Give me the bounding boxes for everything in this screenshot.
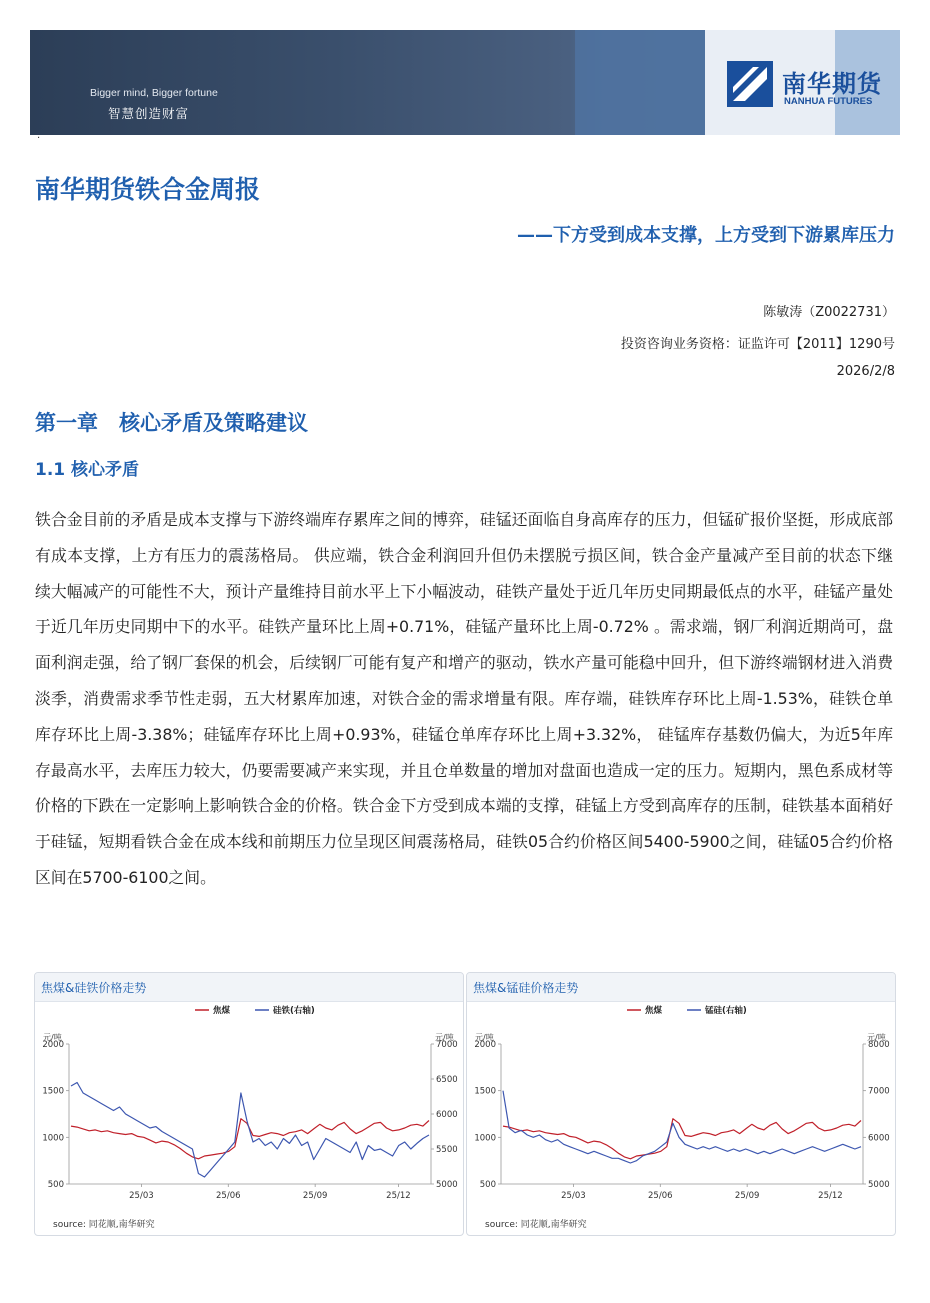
- x-tick-label: 25/09: [734, 1191, 760, 1201]
- chart-coke-silicomanganese: [467, 1002, 895, 1217]
- y-tick-label: 1000: [474, 1133, 496, 1144]
- y2-tick-label: 6500: [436, 1075, 458, 1085]
- chart-title: 焦煤&硅铁价格走势: [35, 973, 463, 1002]
- x-tick-label: 25/06: [648, 1191, 673, 1201]
- chapter-heading: 第一章 核心矛盾及策略建议: [35, 411, 308, 435]
- y2-tick-label: 5000: [436, 1180, 458, 1190]
- x-tick-label: 25/03: [561, 1191, 586, 1201]
- report-date: 2026/2/8: [836, 364, 895, 379]
- legend-label: 锰硅(右轴): [705, 1006, 747, 1016]
- y2-tick-label: 6000: [868, 1133, 890, 1144]
- chart-panel-coke-silicomanganese: [466, 972, 896, 1236]
- y-axis-unit-left: 元/吨: [43, 1033, 62, 1042]
- bullet-dot: ·: [37, 133, 41, 144]
- x-tick-label: 25/09: [302, 1191, 328, 1201]
- y2-tick-label: 7000: [436, 1040, 458, 1050]
- y-tick-label: 2000: [42, 1040, 64, 1050]
- y-tick-label: 1500: [42, 1086, 64, 1097]
- y2-tick-label: 8000: [868, 1040, 890, 1050]
- x-tick-label: 25/12: [818, 1191, 843, 1201]
- y-tick-label: 1000: [42, 1133, 64, 1144]
- x-tick-label: 25/06: [216, 1191, 241, 1201]
- series-line-alloy: [71, 1083, 429, 1178]
- legend-label: 焦煤: [213, 1006, 231, 1016]
- legend-label: 焦煤: [645, 1006, 663, 1016]
- y-axis-unit-left: 元/吨: [475, 1033, 494, 1042]
- report-subtitle: ——下方受到成本支撑，上方受到下游累库压力: [517, 225, 895, 246]
- logo-text-en: NANHUA FUTURES: [784, 96, 873, 107]
- author: 陈敏涛（Z0022731）: [763, 305, 895, 320]
- y2-tick-label: 7000: [868, 1086, 890, 1097]
- y-tick-label: 500: [47, 1180, 64, 1190]
- chart-title: 焦煤&锰硅价格走势: [467, 973, 895, 1002]
- y2-tick-label: 6000: [436, 1110, 458, 1120]
- series-line-coke: [71, 1119, 429, 1159]
- y-tick-label: 2000: [474, 1040, 496, 1050]
- y-tick-label: 500: [479, 1180, 496, 1190]
- chart-source: source: 同花顺,南华研究: [485, 1220, 587, 1230]
- x-tick-label: 25/03: [129, 1191, 154, 1201]
- logo-text-cn: 南华期货: [782, 70, 882, 98]
- body-paragraph: 铁合金目前的矛盾是成本支撑与下游终端库存累库之间的博弈，硅锰还面临自身高库存的压力，但锰矿报价坚挺，形成底部有成本支撑，上方有压力的震荡格局。 供应端，铁合金利润回升但仍未摆脱亏损区间，铁合金产量减产至目前的状态下继续大幅减产的可能性不大，预计产量维持目前水平上下小幅波动，硅铁产量处于近几年历史同期最低点的水平，硅锰产量处于近几年历史同期中下的水平。硅铁产量环比上周+0.71%，硅锰产量环比上周-0.72% 。需求端，钢厂利润近期尚可，盘面利润走强，给了钢厂套保的机会，后续钢厂可能有复产和增产的驱动，铁水产量可能稳中回升，但下游终端钢材进入消费淡季，消费需求季节性走弱，五大材累库加速，对铁合金的需求增量有限。库存端，硅铁库存环比上周-1.53%，硅铁仓单库存环比上周-3.38%；硅锰库存环比上周+0.93%，硅锰仓单库存环比上周+3.32%， 硅锰库存基数仍偏大，为近5年库存最高水平，去库压力较大，仍要需要减产来实现，并且仓单数量的增加对盘面也造成一定的压力。短期内，黑色系成材等价格的下跌在一定影响上影响铁合金的价格。铁合金下方受到成本端的支撑，硅锰上方受到高库存的压制，硅铁基本面稍好于硅锰，短期看铁合金在成本线和前期压力位呈现区间震荡格局，硅铁05合约价格区间5400-5900之间，硅锰05合约价格区间在5700-6100之间。: [35, 510, 893, 887]
- nanhua-logo-icon: [727, 61, 773, 107]
- series-line-coke: [503, 1119, 861, 1159]
- y2-tick-label: 5000: [868, 1180, 890, 1190]
- chart-panel-coke-ferrosilicon: [34, 972, 464, 1236]
- header-banner: [30, 30, 900, 135]
- license: 投资咨询业务资格：证监许可【2011】1290号: [620, 337, 895, 352]
- report-title: 南华期货铁合金周报: [35, 175, 261, 204]
- banner-stripe: [575, 30, 705, 135]
- chart-coke-ferrosilicon: [35, 1002, 463, 1217]
- x-tick-label: 25/12: [386, 1191, 411, 1201]
- chart-source: source: 同花顺,南华研究: [53, 1220, 155, 1230]
- y-axis-unit-right: 元/吨: [867, 1033, 886, 1042]
- slogan-cn: 智慧创造财富: [108, 106, 190, 121]
- slogan-en: Bigger mind, Bigger fortune: [90, 87, 218, 99]
- series-line-alloy: [503, 1091, 861, 1163]
- legend-label: 硅铁(右轴): [273, 1006, 315, 1016]
- y-tick-label: 1500: [474, 1086, 496, 1097]
- y-axis-unit-right: 元/吨: [435, 1033, 454, 1042]
- section-heading: 1.1 核心矛盾: [35, 460, 140, 480]
- y2-tick-label: 5500: [436, 1145, 458, 1155]
